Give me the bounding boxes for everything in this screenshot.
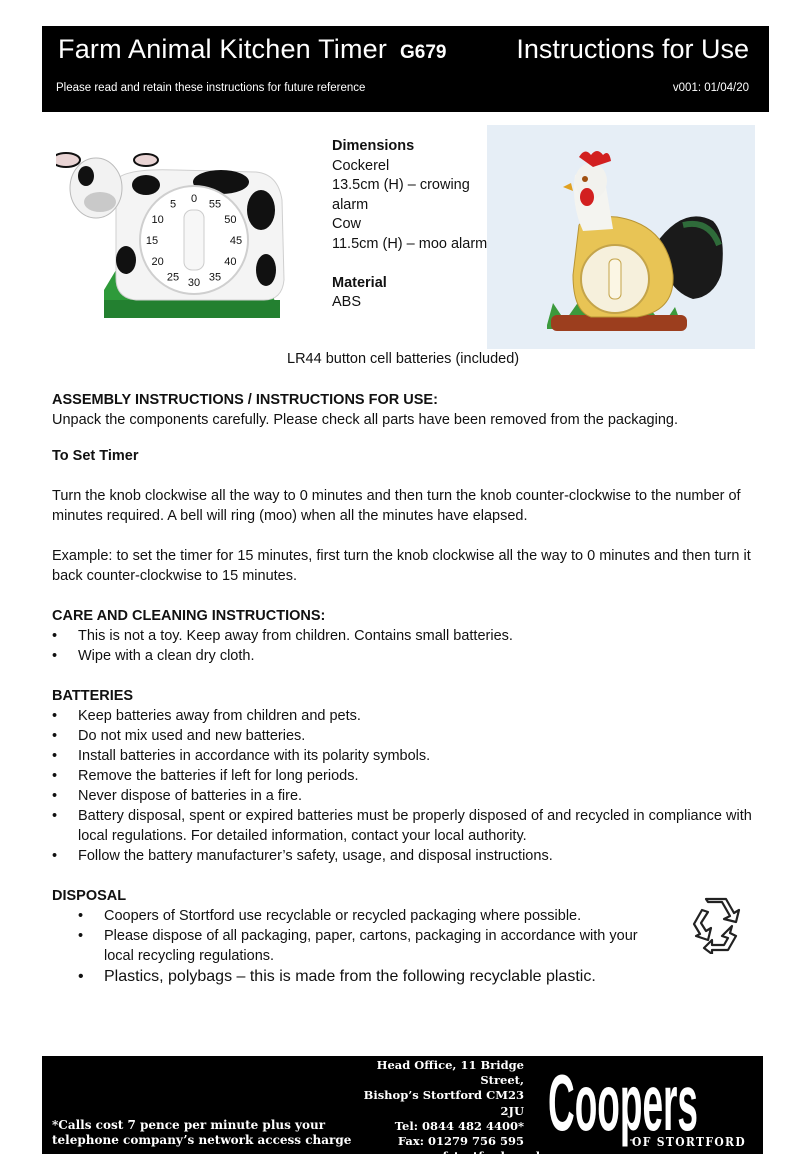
company-address <box>352 1058 544 1164</box>
battery-info: LR44 button cell batteries (included) <box>287 351 520 367</box>
telephone: Tel: 0844 482 4400* <box>394 1118 524 1133</box>
dimension-cockerel-size: 13.5cm (H) – crowing alarm <box>332 177 470 213</box>
list-item: • Remove the batteries if left for long periods. <box>52 766 772 786</box>
batteries-heading: BATTERIES <box>52 688 134 704</box>
list-item: • Battery disposal, spent or expired batteries must be properly disposed of and recycled in compliance with local regulations. For detailed information, contact your local authority. <box>52 806 772 846</box>
material-heading: Material <box>332 274 387 291</box>
material-value: ABS <box>332 294 362 311</box>
disposal-list <box>52 906 652 988</box>
dial-number: 10 <box>151 214 164 226</box>
list-item: • Please dispose of all packaging, paper, cartons, packaging in accordance with your local recycling regulations. <box>52 926 652 966</box>
dial-number: 30 <box>187 277 201 289</box>
cow-timer-image <box>56 140 296 326</box>
dial-number: 5 <box>169 198 177 211</box>
logo-text: Coopers <box>548 1060 698 1147</box>
disposal-heading: DISPOSAL <box>52 888 127 904</box>
recycle-icon <box>684 896 746 954</box>
instructions-title: Instructions for Use <box>516 34 749 64</box>
dial-number: 40 <box>224 256 237 268</box>
dial-number: 50 <box>224 214 237 226</box>
list-item: • Plastics, polybags – this is made from the following recyclable plastic. <box>52 966 652 988</box>
address-line-2: Bishop’s Stortford CM23 2JU <box>363 1088 524 1118</box>
website-link[interactable]: www.coopersofstortford.co.uk <box>352 1149 544 1164</box>
list-item: • Wipe with a clean dry cloth. <box>52 646 772 666</box>
assembly-text: Unpack the components carefully. Please check all parts have been removed from the packaging. <box>52 412 678 428</box>
assembly-heading: ASSEMBLY INSTRUCTIONS / INSTRUCTIONS FOR USE: <box>52 392 438 408</box>
set-timer-heading: To Set Timer <box>52 448 139 464</box>
list-item: • This is not a toy. Keep away from children. Contains small batteries. <box>52 626 772 646</box>
call-cost-note <box>52 1118 351 1148</box>
call-cost-line-1: *Calls cost 7 pence per minute plus your <box>52 1118 326 1132</box>
list-item: • Never dispose of batteries in a fire. <box>52 786 772 806</box>
dial-number: 20 <box>151 256 164 268</box>
set-timer-para-1: Turn the knob clockwise all the way to 0 minutes and then turn the knob counter-clockwise to the number of minutes required. A bell will ring (moo) when all the minutes have elapsed. <box>52 488 741 524</box>
list-item: • Follow the battery manufacturer’s safety, usage, and disposal instructions. <box>52 846 772 866</box>
batteries-list <box>52 706 772 866</box>
set-timer-para-2: Example: to set the timer for 15 minutes, first turn the knob clockwise all the way to 0 minutes and then turn it back counter-clockwise to 15 minutes. <box>52 548 751 584</box>
dial-number: 15 <box>145 235 159 247</box>
dimensions-heading: Dimensions <box>332 138 415 154</box>
list-item: • Do not mix used and new batteries. <box>52 726 772 746</box>
list-item: • Install batteries in accordance with its polarity symbols. <box>52 746 772 766</box>
product-title: Farm Animal Kitchen Timer <box>58 34 388 64</box>
list-item: • Coopers of Stortford use recyclable or recycled packaging where possible. <box>52 906 652 926</box>
product-code: G679 <box>400 42 447 63</box>
dial-number: 45 <box>229 235 243 247</box>
dial-number: 0 <box>190 193 198 205</box>
dimensions-block <box>332 137 492 313</box>
call-cost-line-2: telephone company’s network access charge <box>52 1133 352 1147</box>
fax: Fax: 01279 756 595 <box>397 1134 524 1149</box>
dimension-cockerel: Cockerel <box>332 157 390 174</box>
dimension-cow: Cow <box>332 216 362 233</box>
version-label: v001: 01/04/20 <box>672 82 749 94</box>
rooster-timer-image <box>487 125 755 349</box>
rooster-dial <box>581 245 649 313</box>
dimension-cow-size: 11.5cm (H) – moo alarm <box>332 235 488 252</box>
dial-number: 55 <box>208 198 222 211</box>
retain-note: Please read and retain these instructions for future reference <box>56 82 366 94</box>
header-bar <box>42 26 769 112</box>
care-heading: CARE AND CLEANING INSTRUCTIONS: <box>52 608 326 624</box>
cow-dial <box>140 186 248 294</box>
dial-number: 35 <box>208 271 222 284</box>
logo-subtext: OF STORTFORD <box>632 1135 746 1149</box>
address-line-1: Head Office, 11 Bridge Street, <box>376 1058 524 1088</box>
coopers-logo <box>544 1060 756 1150</box>
care-list <box>52 626 772 666</box>
list-item: • Keep batteries away from children and pets. <box>52 706 772 726</box>
instructions-body <box>52 390 772 988</box>
dial-number: 25 <box>166 271 180 284</box>
footer-bar <box>42 1056 763 1164</box>
